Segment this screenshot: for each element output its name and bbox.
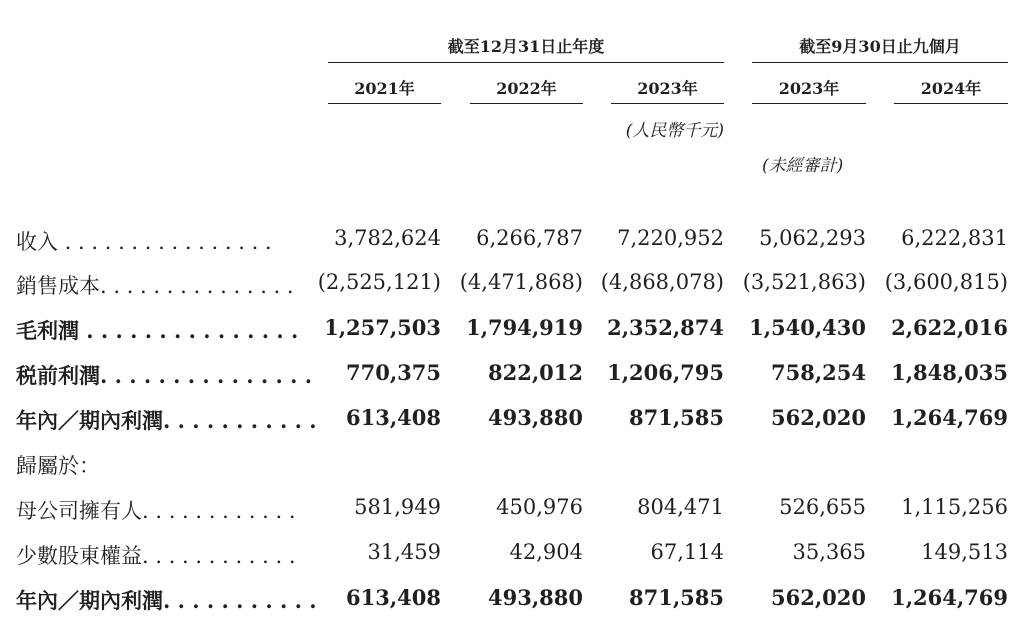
year-header-rule: [894, 103, 1008, 104]
value-cell-2022: 6,266,787: [476, 226, 583, 250]
value-cell-2023-nine-months: (3,521,863): [742, 270, 866, 294]
row-label: [16, 405, 317, 435]
year-header-rule: [328, 103, 441, 104]
value-cell-2023: 2,352,874: [607, 315, 724, 340]
row-label-text: 收入: [16, 230, 58, 254]
row-label: [16, 270, 294, 300]
leader-dots: . . . . . . . . . . .: [163, 408, 317, 433]
value-cell-2023: (4,868,078): [600, 270, 724, 294]
value-cell-2023: 871,585: [629, 405, 724, 430]
value-cell-2023-nine-months: 35,365: [792, 540, 866, 564]
year-header-2024: 2024年: [920, 79, 982, 98]
value-cell-2022: 42,904: [509, 540, 583, 564]
row-label-text: 毛利潤: [16, 318, 79, 343]
value-cell-2024: 149,513: [921, 540, 1008, 564]
value-cell-2023: 67,114: [650, 540, 724, 564]
value-cell-2021: 1,257,503: [324, 315, 441, 340]
value-cell-2023: 871,585: [629, 585, 724, 610]
value-cell-2022: 493,880: [488, 585, 583, 610]
value-cell-2022: 450,976: [496, 495, 583, 519]
value-cell-2022: 493,880: [488, 405, 583, 430]
value-cell-2023-nine-months: 562,020: [771, 405, 866, 430]
year-header-rule: [611, 103, 724, 104]
row-label: [16, 450, 100, 480]
leader-dots: . . . . . . . . . . . . . . .: [79, 318, 299, 343]
value-cell-2021: 770,375: [346, 360, 441, 385]
value-cell-2024: 1,264,769: [891, 585, 1008, 610]
value-cell-2023-nine-months: 5,062,293: [759, 226, 866, 250]
value-cell-2024: 2,622,016: [891, 315, 1008, 340]
group-header-nine-months-rule: [752, 62, 1008, 63]
row-label-text: 歸屬於：: [16, 454, 100, 478]
leader-dots: . . . . . . . . . . . . . . .: [100, 363, 313, 388]
value-cell-2024: 1,264,769: [891, 405, 1008, 430]
value-cell-2024: 6,222,831: [901, 226, 1008, 250]
leader-dots: . . . . . . . . . . . .: [142, 499, 296, 523]
row-label-text: 年內／期內利潤: [16, 588, 163, 613]
value-cell-2024: 1,848,035: [891, 360, 1008, 385]
value-cell-2023: 1,206,795: [607, 360, 724, 385]
value-cell-2023: 804,471: [637, 495, 724, 519]
value-cell-2024: (3,600,815): [884, 270, 1008, 294]
value-cell-2021: 3,782,624: [334, 226, 441, 250]
value-cell-2023: 7,220,952: [617, 226, 724, 250]
leader-dots: . . . . . . . . . . .: [163, 588, 317, 613]
value-cell-2024: 1,115,256: [901, 495, 1008, 519]
value-cell-2021: 613,408: [346, 585, 441, 610]
group-header-fiscal-years-rule: [328, 62, 724, 63]
value-cell-2023-nine-months: 758,254: [771, 360, 866, 385]
year-header-2021: 2021年: [354, 79, 415, 98]
row-label: [16, 360, 312, 390]
value-cell-2023-nine-months: 526,655: [779, 495, 866, 519]
row-label-text: 税前利潤: [16, 363, 100, 388]
value-cell-2022: (4,471,868): [459, 270, 583, 294]
value-cell-2022: 1,794,919: [466, 315, 583, 340]
year-header-rule: [470, 103, 583, 104]
unaudited-note: (未經審計): [762, 156, 844, 176]
leader-dots: . . . . . . . . . . . .: [142, 544, 296, 568]
value-cell-2023-nine-months: 1,540,430: [749, 315, 866, 340]
row-label: [16, 315, 298, 345]
row-label: [16, 585, 317, 615]
leader-dots: . . . . . . . . . . . . . . .: [100, 274, 294, 298]
row-label: [16, 495, 296, 525]
value-cell-2021: 581,949: [354, 495, 441, 519]
row-label-text: 銷售成本: [16, 274, 100, 298]
row-label-text: 少數股東權益: [16, 544, 142, 568]
row-label: [16, 226, 272, 256]
value-cell-2021: 31,459: [367, 540, 441, 564]
row-label-text: 年內／期內利潤: [16, 408, 163, 433]
row-label-text: 母公司擁有人: [16, 499, 142, 523]
year-header-2022: 2022年: [496, 79, 557, 98]
group-header-nine-months: 截至9月30日止九個月: [799, 37, 961, 56]
year-header-2023-nine-months: 2023年: [778, 79, 840, 98]
value-cell-2023-nine-months: 562,020: [771, 585, 866, 610]
value-cell-2022: 822,012: [488, 360, 583, 385]
leader-dots: . . . . . . . . . . . . . . . .: [58, 230, 272, 254]
value-cell-2021: 613,408: [346, 405, 441, 430]
row-label: [16, 540, 296, 570]
value-cell-2021: (2,525,121): [317, 270, 441, 294]
year-header-rule: [752, 103, 866, 104]
year-header-2023: 2023年: [637, 79, 698, 98]
currency-note: (人民幣千元): [625, 121, 724, 141]
group-header-fiscal-years: 截至12月31日止年度: [447, 37, 605, 56]
